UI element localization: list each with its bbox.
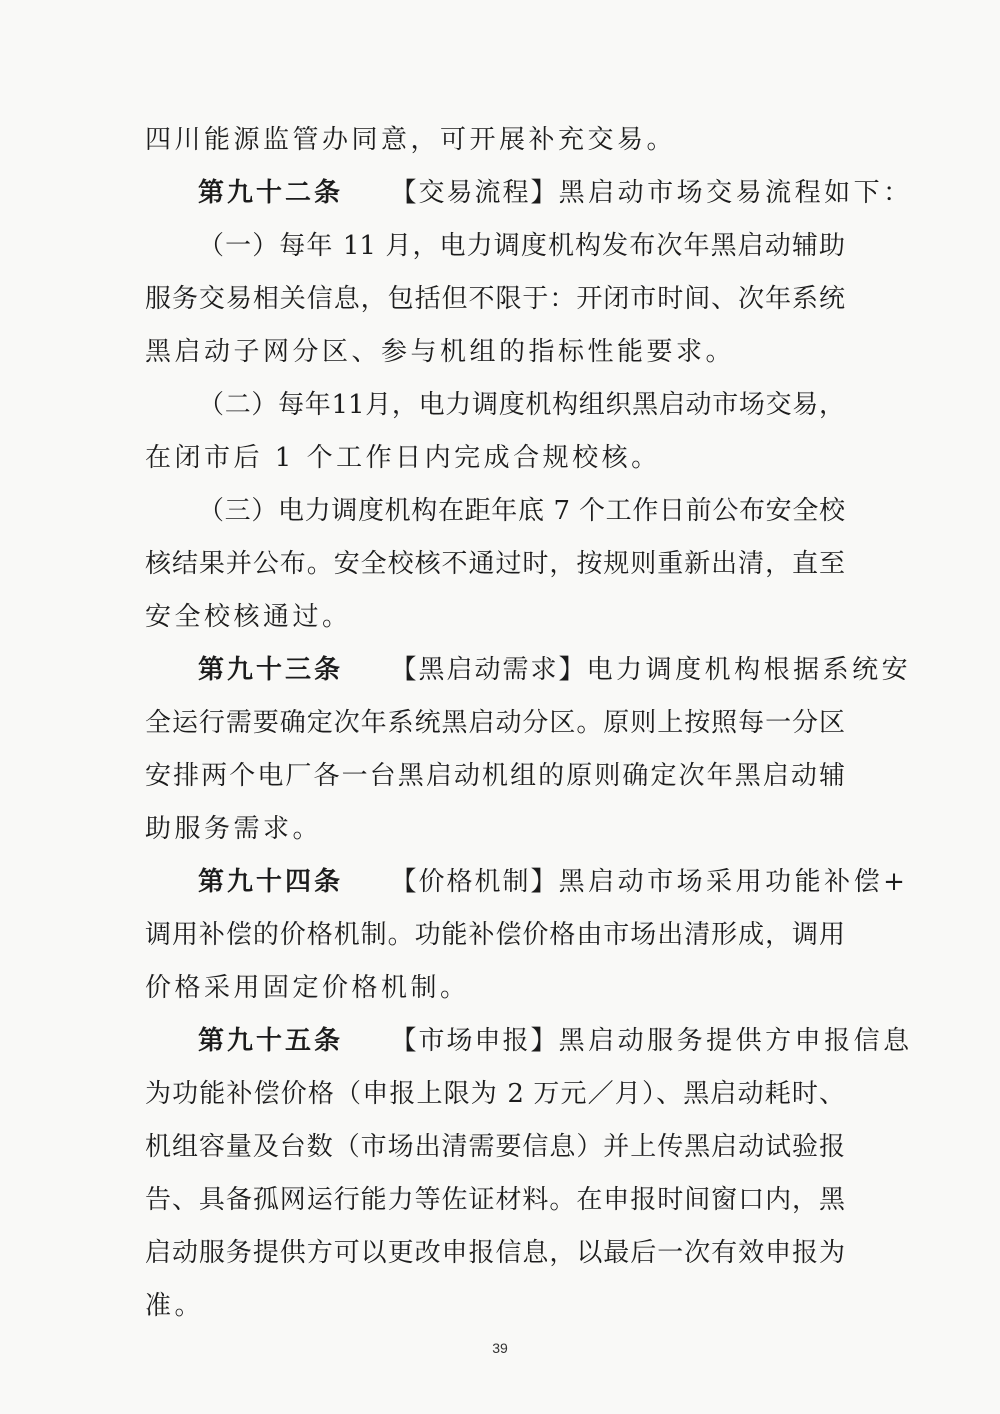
text-line: 为功能补偿价格（申报上限为 2 万元／月）、黑启动耗时、 <box>145 1079 845 1109</box>
article-94 <box>198 865 909 899</box>
text-line: 服务交易相关信息，包括但不限于：开闭市时间、次年系统 <box>145 284 845 314</box>
text-line: 启动服务提供方可以更改申报信息，以最后一次有效申报为 <box>145 1238 845 1268</box>
article-title: 第九十四条 <box>198 867 344 897</box>
article-text: 黑启动服务提供方申报信息 <box>558 1026 913 1056</box>
page-number: 39 <box>492 1340 508 1356</box>
text-line: 机组容量及台数（市场出清需要信息）并上传黑启动试验报 <box>145 1132 845 1162</box>
article-title: 第九十五条 <box>198 1026 344 1056</box>
text-line: 核结果并公布。安全校核不通过时，按规则重新出清，直至 <box>145 549 845 579</box>
text-line: 准。 <box>145 1291 205 1321</box>
article-text: 黑启动市场采用功能补偿+ <box>558 867 909 897</box>
article-topic: 【市场申报】 <box>390 1026 559 1056</box>
text-line: （二）每年11月，电力调度机构组织黑启动市场交易， <box>198 390 845 420</box>
text-line: 安排两个电厂各一台黑启动机组的原则确定次年黑启动辅 <box>145 761 845 791</box>
article-topic: 【交易流程】 <box>390 178 559 208</box>
text-line: 助服务需求。 <box>145 814 323 844</box>
article-topic: 【价格机制】 <box>390 867 559 897</box>
text-line: （三）电力调度机构在距年底 7 个工作日前公布安全校 <box>198 496 845 526</box>
article-text: 电力调度机构根据系统安 <box>586 655 912 685</box>
article-topic: 【黑启动需求】 <box>390 655 587 685</box>
article-title: 第九十三条 <box>198 655 344 685</box>
article-text: 黑启动市场交易流程如下： <box>558 178 913 208</box>
text-line: （一）每年 11 月，电力调度机构发布次年黑启动辅助 <box>198 231 845 261</box>
text-line: 安全校核通过。 <box>145 602 352 632</box>
article-95 <box>198 1024 913 1058</box>
text-line: 四川能源监管办同意，可开展补充交易。 <box>145 125 677 155</box>
article-93 <box>198 653 912 687</box>
article-title: 第九十二条 <box>198 178 344 208</box>
text-line: 在闭市后 1 个工作日内完成合规校核。 <box>145 443 661 473</box>
article-92 <box>198 176 913 210</box>
text-line: 价格采用固定价格机制。 <box>145 973 470 1003</box>
text-line: 黑启动子网分区、参与机组的指标性能要求。 <box>145 337 736 367</box>
text-line: 调用补偿的价格机制。功能补偿价格由市场出清形成，调用 <box>145 920 845 950</box>
text-line: 全运行需要确定次年系统黑启动分区。原则上按照每一分区 <box>145 708 845 738</box>
text-line: 告、具备孤网运行能力等佐证材料。在申报时间窗口内，黑 <box>145 1185 845 1215</box>
